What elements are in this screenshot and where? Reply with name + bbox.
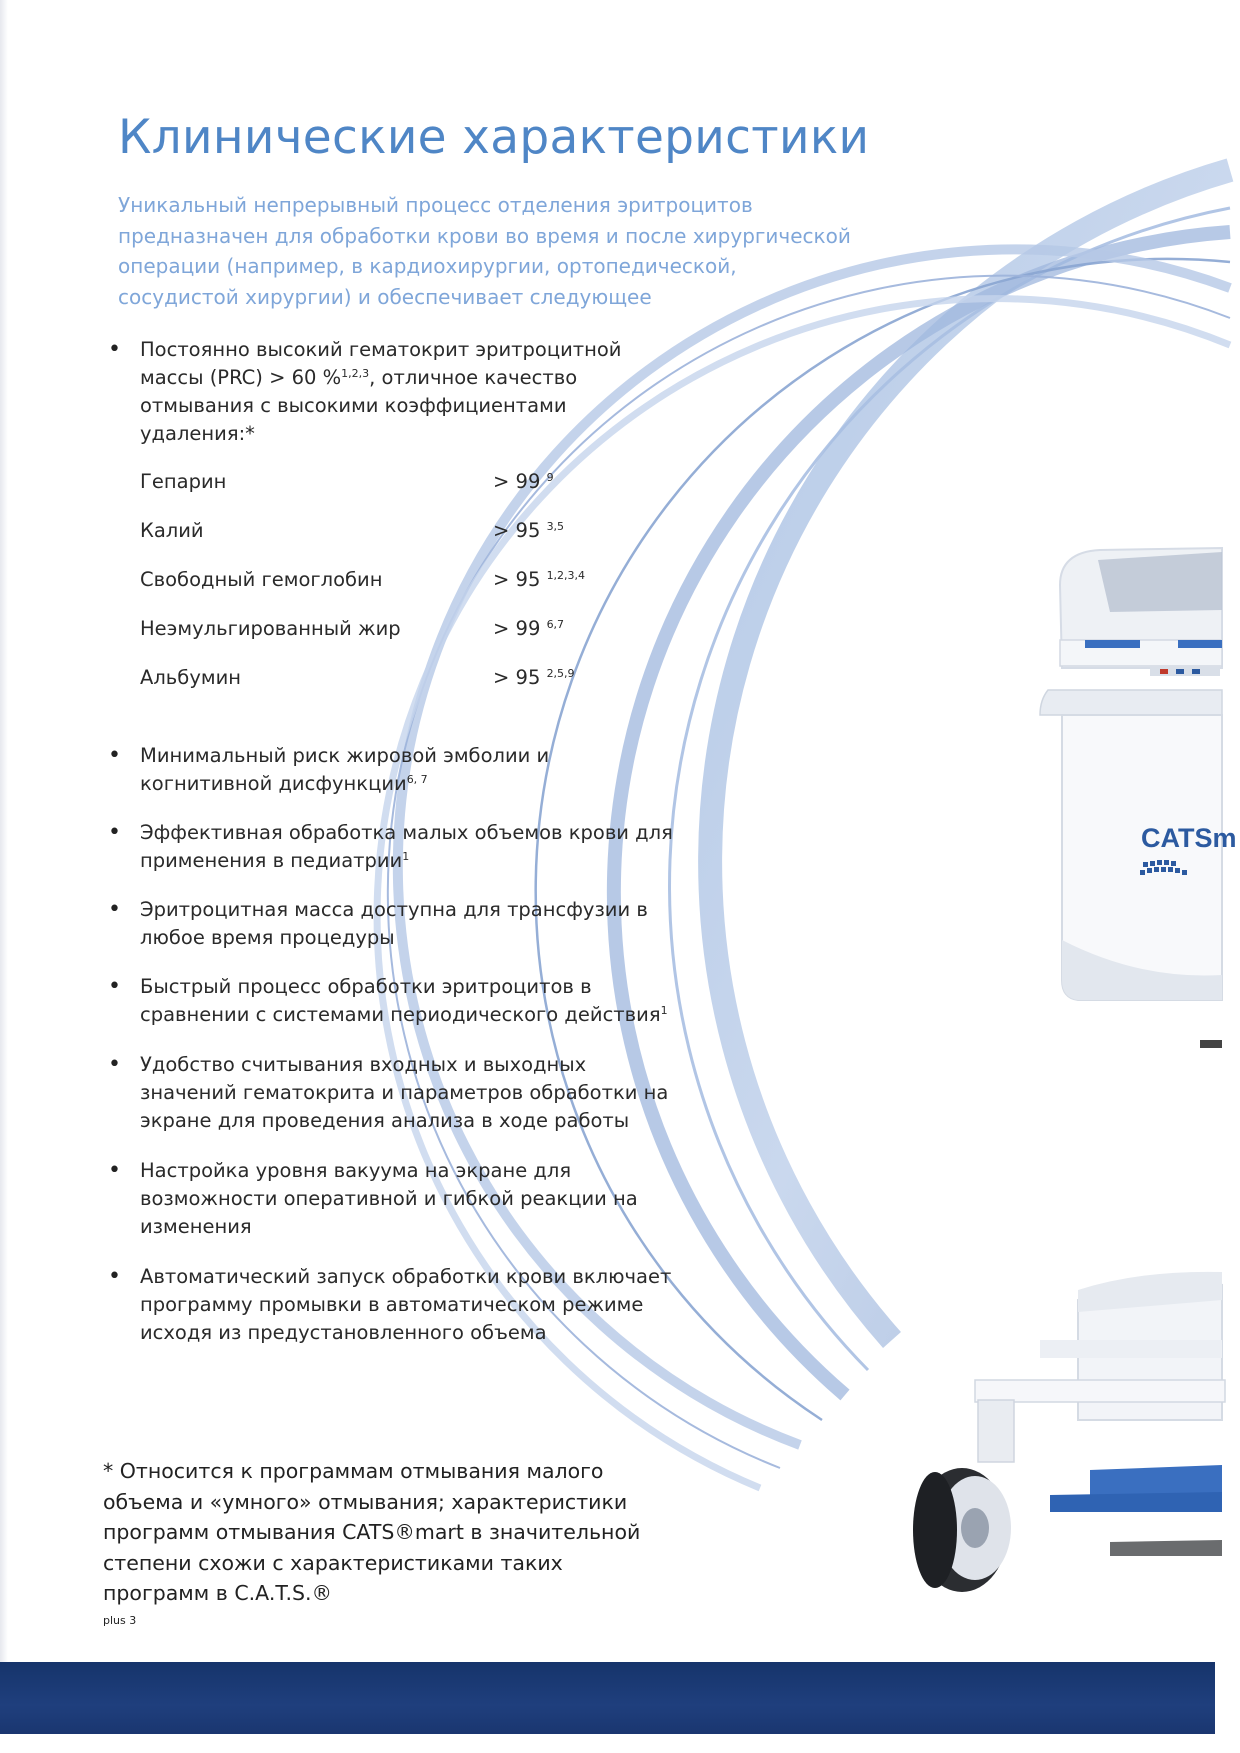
reference-sup: 1,2,3,4 — [546, 569, 586, 582]
removal-rates-table — [140, 468, 640, 713]
feature-item-hematocrit: • Постоянно высокий гематокрит эритроцитной массы (PRC) > 60 %$^{1,2,3}$, отличное качество отмывания с высокими коэффициентами удаления:* — [108, 336, 668, 464]
rate-row — [140, 517, 640, 566]
reference-sup: plus 3 — [103, 1613, 137, 1627]
rate-value: > 99 $^9$ — [493, 470, 554, 493]
brand-grid-icon — [1138, 858, 1192, 878]
device-body — [913, 548, 1225, 1592]
page-bottom-margin — [0, 1734, 1240, 1753]
footnote-line: * Относится к программам отмывания малого — [103, 1459, 604, 1483]
footnote — [103, 1456, 663, 1639]
intro-line: предназначен для обработки крови во время и после хирургической — [118, 223, 851, 248]
reference-sup: 6, 7 — [406, 773, 428, 786]
rate-row — [140, 566, 640, 615]
page-title: Клинические характеристики — [118, 110, 870, 165]
intro-paragraph — [118, 190, 868, 312]
feature-item-screen-readout: • Удобство считывания входных и выходных значений гематокрита и параметров обработки на экране для проведения анализа в ходе работы — [108, 1051, 668, 1135]
feature-item-availability: • Эритроцитная масса доступна для трансфузии в любое время процедуры — [108, 896, 668, 952]
reference-sup: 2,5,9 — [546, 667, 575, 680]
rate-name: Калий — [140, 519, 204, 542]
rate-value: > 95 $^{2,5,9}$ — [493, 666, 575, 689]
rate-value: > 95 $^{1,2,3,4}$ — [493, 568, 586, 591]
reference-sup: 1 — [402, 850, 410, 863]
rate-name: Свободный гемоглобин — [140, 568, 383, 591]
rate-value: > 99 $^{6,7}$ — [493, 617, 565, 640]
footnote-line: объема и «умного» отмывания; характеристики — [103, 1489, 628, 1514]
rate-value: > 95 $^{3,5}$ — [493, 519, 565, 542]
rate-row — [140, 664, 640, 713]
device-brand-logo: CATSm — [1141, 823, 1237, 853]
reference-sup: 1,2,3 — [341, 367, 370, 380]
rate-name: Неэмульгированный жир — [140, 617, 401, 640]
reference-sup: 6,7 — [546, 618, 565, 631]
rate-name: Гепарин — [140, 470, 227, 493]
feature-item-fast-processing: • Быстрый процесс обработки эритроцитов в сравнении с системами периодического действия$^1$ — [108, 973, 668, 1029]
rate-name: Альбумин — [140, 666, 241, 689]
reference-sup: 9 — [546, 471, 554, 484]
footnote-line: программ отмывания CATS®mart в значительной — [103, 1520, 641, 1544]
rate-row — [140, 615, 640, 664]
intro-line: Уникальный непрерывный процесс отделения эритроцитов — [118, 193, 753, 217]
rate-row — [140, 468, 640, 517]
intro-line: сосудистой хирургии) и обеспечивает следующее — [118, 284, 652, 309]
intro-line: операции (например, в кардиохирургии, ортопедической, — [118, 254, 737, 278]
feature-item-pediatrics: • Эффективная обработка малых объемов крови для применения в педиатрии$^1$ — [108, 819, 668, 875]
reference-sup: 3,5 — [546, 520, 565, 533]
footer-band — [0, 1662, 1215, 1734]
reference-sup: 1 — [660, 1004, 668, 1017]
footnote-line: степени схожи с характеристиками таких — [103, 1550, 563, 1575]
footnote-line: программ в C.A.T.S.® $^{plus 3}$ — [103, 1581, 332, 1627]
feature-item-auto-start: • Автоматический запуск обработки крови включает программу промывки в автоматическом режиме исходя из предустановленного объема — [108, 1263, 668, 1347]
feature-item-vacuum: • Настройка уровня вакуума на экране для возможности оперативной и гибкой реакции на изменения — [108, 1157, 668, 1241]
feature-item-fat-embolism: • Минимальный риск жировой эмболии и когнитивной дисфункции$^{6, 7}$ — [108, 742, 668, 798]
